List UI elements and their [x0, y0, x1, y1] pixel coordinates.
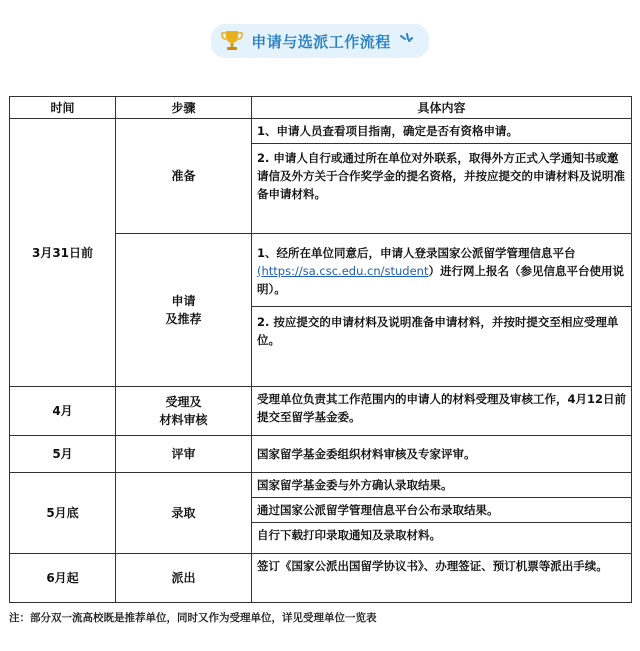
- table-row: [10, 387, 632, 436]
- table-row: [10, 554, 632, 603]
- time-cell: 6月起: [10, 554, 116, 603]
- content-text: ）进行网上报名（参见信息平台使用说明）。: [257, 264, 624, 296]
- title-pill: [211, 24, 429, 58]
- content-item: 国家留学基金委与外方确认录取结果。: [252, 473, 631, 498]
- header-time: 时间: [10, 97, 116, 119]
- content-cell: [252, 473, 632, 554]
- table-row: [10, 119, 632, 234]
- csc-platform-link[interactable]: (https://sa.csc.edu.cn/student: [257, 264, 429, 278]
- time-cell: 5月: [10, 436, 116, 473]
- footnote: 注：部分双一流高校既是推荐单位，同时又作为受理单位，详见受理单位一览表: [9, 612, 377, 624]
- content-item: 2. 按应提交的申请材料及说明准备申请材料，并按时提交至相应受理单位。: [257, 315, 619, 347]
- table-row: [10, 436, 632, 473]
- table-row: [10, 473, 632, 554]
- time-cell: 5月底: [10, 473, 116, 554]
- content-cell: [252, 436, 632, 473]
- content-item: 国家留学基金委组织材料审核及专家评审。: [257, 447, 476, 461]
- time-cell: 3月31日前: [10, 119, 116, 387]
- step-cell: 评审: [116, 436, 252, 473]
- content-item: [252, 234, 631, 307]
- step-label-line1: 申请: [171, 294, 196, 308]
- content-cell: [252, 554, 632, 603]
- header-step: 步骤: [116, 97, 252, 119]
- sparkle-icon: [399, 33, 415, 49]
- step-cell: 准备: [116, 119, 252, 234]
- content-text: 1、经所在单位同意后，申请人登录国家公派留学管理信息平台: [257, 246, 576, 260]
- step-label-line2: 及推荐: [165, 312, 202, 326]
- step-cell: 录取: [116, 473, 252, 554]
- time-cell: 4月: [10, 387, 116, 436]
- header-content: 具体内容: [252, 97, 632, 119]
- process-table: [9, 96, 632, 603]
- content-item: 通过国家公派留学管理信息平台公布录取结果。: [252, 498, 631, 523]
- content-item: 受理单位负责其工作范围内的申请人的材料受理及审核工作，4月12日前提交至留学基金委。: [257, 392, 627, 424]
- trophy-icon: [221, 29, 243, 53]
- table-header-row: [10, 97, 632, 119]
- step-cell: [116, 234, 252, 387]
- step-cell: [116, 387, 252, 436]
- content-item: 1、申请人员查看项目指南，确定是否有资格申请。: [252, 119, 631, 144]
- content-item: 2. 申请人自行或通过所在单位对外联系，取得外方正式入学通知书或邀请信及外方关于合作奖学金的提名资格，并按应提交的申请材料及说明准备申请材料。: [257, 151, 625, 201]
- content-item: 自行下载打印录取通知及录取材料。: [257, 528, 441, 542]
- content-item: 签订《国家公派出国留学协议书》、办理签证、预订机票等派出手续。: [257, 559, 608, 573]
- step-cell: 派出: [116, 554, 252, 603]
- content-cell: [252, 234, 632, 387]
- step-label-line2: 材料审核: [159, 413, 208, 427]
- step-label-line1: 受理及: [165, 395, 202, 409]
- title-bar: [0, 24, 640, 58]
- page-title: 申请与选派工作流程: [251, 32, 391, 51]
- content-cell: [252, 387, 632, 436]
- content-cell: [252, 119, 632, 234]
